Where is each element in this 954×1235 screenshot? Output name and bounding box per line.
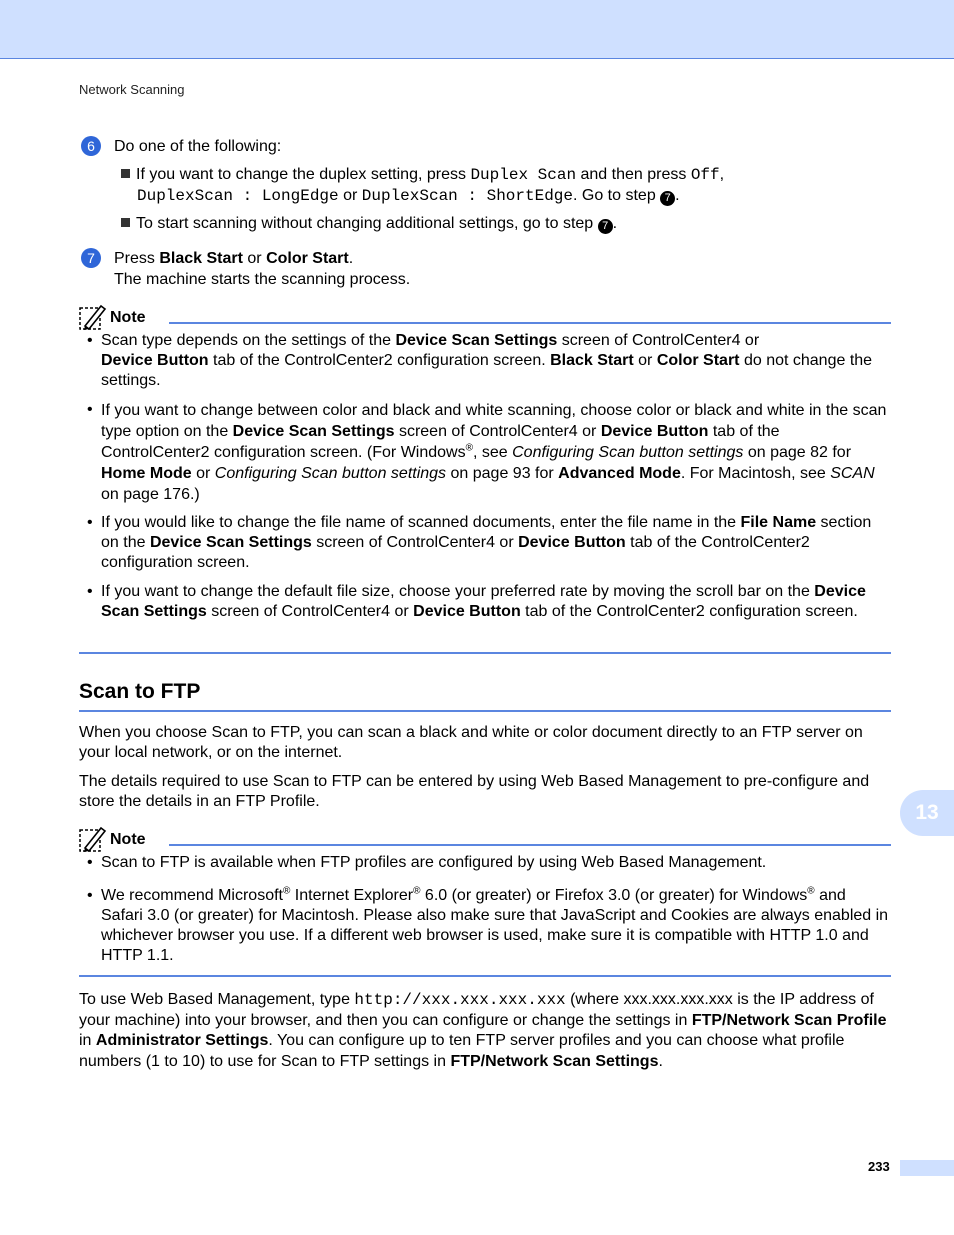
- section-paragraph-1: When you choose Scan to FTP, you can scan a black and white or color document directly to an FTP server on your local network, or on the internet.: [79, 724, 863, 761]
- page-number: 233: [868, 1159, 890, 1174]
- bullet-dot: •: [87, 854, 93, 871]
- bullet-dot: •: [87, 514, 93, 531]
- note-label: Note: [110, 309, 146, 326]
- note-end-rule: [79, 652, 891, 654]
- bullet-dot: •: [87, 332, 93, 349]
- short-edge-key: DuplexScan : ShortEdge: [361, 187, 573, 205]
- note-divider: [169, 322, 891, 324]
- note-1-item-3: If you would like to change the file name of scanned documents, enter the file name in the File Name section on the Device Scan Settings screen of ControlCenter4 or Device Button tab of the ControlCenter2 configuration screen.: [101, 514, 872, 571]
- step-6-option-duplex: If you want to change the duplex setting, press Duplex Scan and then press Off,: [121, 165, 881, 185]
- note-pencil-icon: [79, 826, 107, 852]
- section-title: Scan to FTP: [79, 680, 201, 703]
- running-header: Network Scanning: [79, 82, 185, 97]
- step-6-option-duplex-cont: DuplexScan : LongEdge or DuplexScan : ShortEdge. Go to step 7 .: [137, 187, 680, 205]
- note-heading-2: [79, 826, 891, 852]
- step-7-ref-icon: 7: [598, 219, 613, 234]
- square-bullet-icon: [121, 169, 130, 178]
- step-7-text: Press Black Start or Color Start.: [114, 250, 354, 267]
- note-1-item-1: Scan type depends on the settings of the Device Scan Settings screen of ControlCenter4 or Device Button tab of the ControlCenter2 configuration screen. Black Start or Color Start do not change the settings.: [101, 332, 873, 389]
- note-pencil-icon: [79, 304, 107, 330]
- header-band: [0, 0, 954, 59]
- note-divider: [169, 844, 891, 846]
- bullet-dot: •: [87, 401, 93, 418]
- section-paragraph-2: The details required to use Scan to FTP can be entered by using Web Based Management to pre-configure and store the details in an FTP Profile.: [79, 773, 870, 810]
- bullet-dot: •: [87, 887, 93, 904]
- square-bullet-icon: [121, 218, 130, 227]
- duplex-scan-key: Duplex Scan: [470, 166, 577, 184]
- long-edge-key: DuplexScan : LongEdge: [137, 187, 339, 205]
- note-label: Note: [110, 831, 146, 848]
- step-6-option-skip: To start scanning without changing additional settings, go to step 7 .: [121, 214, 881, 234]
- step-7-ref-icon: 7: [660, 191, 675, 206]
- web-management-paragraph: To use Web Based Management, type http://xxx.xxx.xxx.xxx (where xxx.xxx.xxx.xxx is the IP address of your machine) into your browser, and then you can configure or change the settings in FTP/Network Scan Profile in Administrator Settings. You can configure up to ten FTP server profiles and you can choose what profile numbers (1 to 10) to use for Scan to FTP settings in FTP/Network Scan Settings.: [79, 991, 887, 1070]
- step-7-badge: 7: [81, 248, 101, 268]
- step-6-intro: Do one of the following:: [114, 138, 282, 155]
- footer-band: [900, 1160, 954, 1176]
- off-key: Off: [690, 166, 720, 184]
- note-2-item-1: Scan to FTP is available when FTP profiles are configured by using Web Based Management.: [101, 854, 767, 871]
- note-1-item-4: If you want to change the default file size, choose your preferred rate by moving the scroll bar on the Device Scan Settings screen of ControlCenter4 or Device Button tab of the ControlCenter2 configuration screen.: [101, 583, 866, 620]
- note-1-item-2: If you want to change between color and black and white scanning, choose color or black and white in the scan type option on the Device Scan Settings screen of ControlCenter4 or Device Button tab of the ControlCenter2 configuration screen. (For Windows®, see Configuring Scan button settings on page 82 for Home Mode or Configuring Scan button settings on page 93 for Advanced Mode. For Macintosh, see SCAN on page 176.): [101, 402, 887, 503]
- note-2-item-2: We recommend Microsoft® Internet Explorer® 6.0 (or greater) or Firefox 3.0 (or greater) for Windows® and Safari 3.0 (or greater) for Macintosh. Please also make sure that JavaScript and Cookies are always enabled in whichever browser you use. If a different web browser is used, make sure it is compatible with HTTP 1.0 and HTTP 1.1.: [101, 885, 889, 964]
- step-7-result: The machine starts the scanning process.: [114, 271, 411, 288]
- note-2-end-rule: [79, 975, 891, 977]
- chapter-tab: 13: [900, 790, 954, 836]
- bullet-dot: •: [87, 583, 93, 600]
- section-title-rule: [79, 710, 891, 712]
- step-6-badge: 6: [81, 136, 101, 156]
- note-heading-1: [79, 304, 891, 330]
- ip-url-text: http://xxx.xxx.xxx.xxx: [354, 991, 566, 1009]
